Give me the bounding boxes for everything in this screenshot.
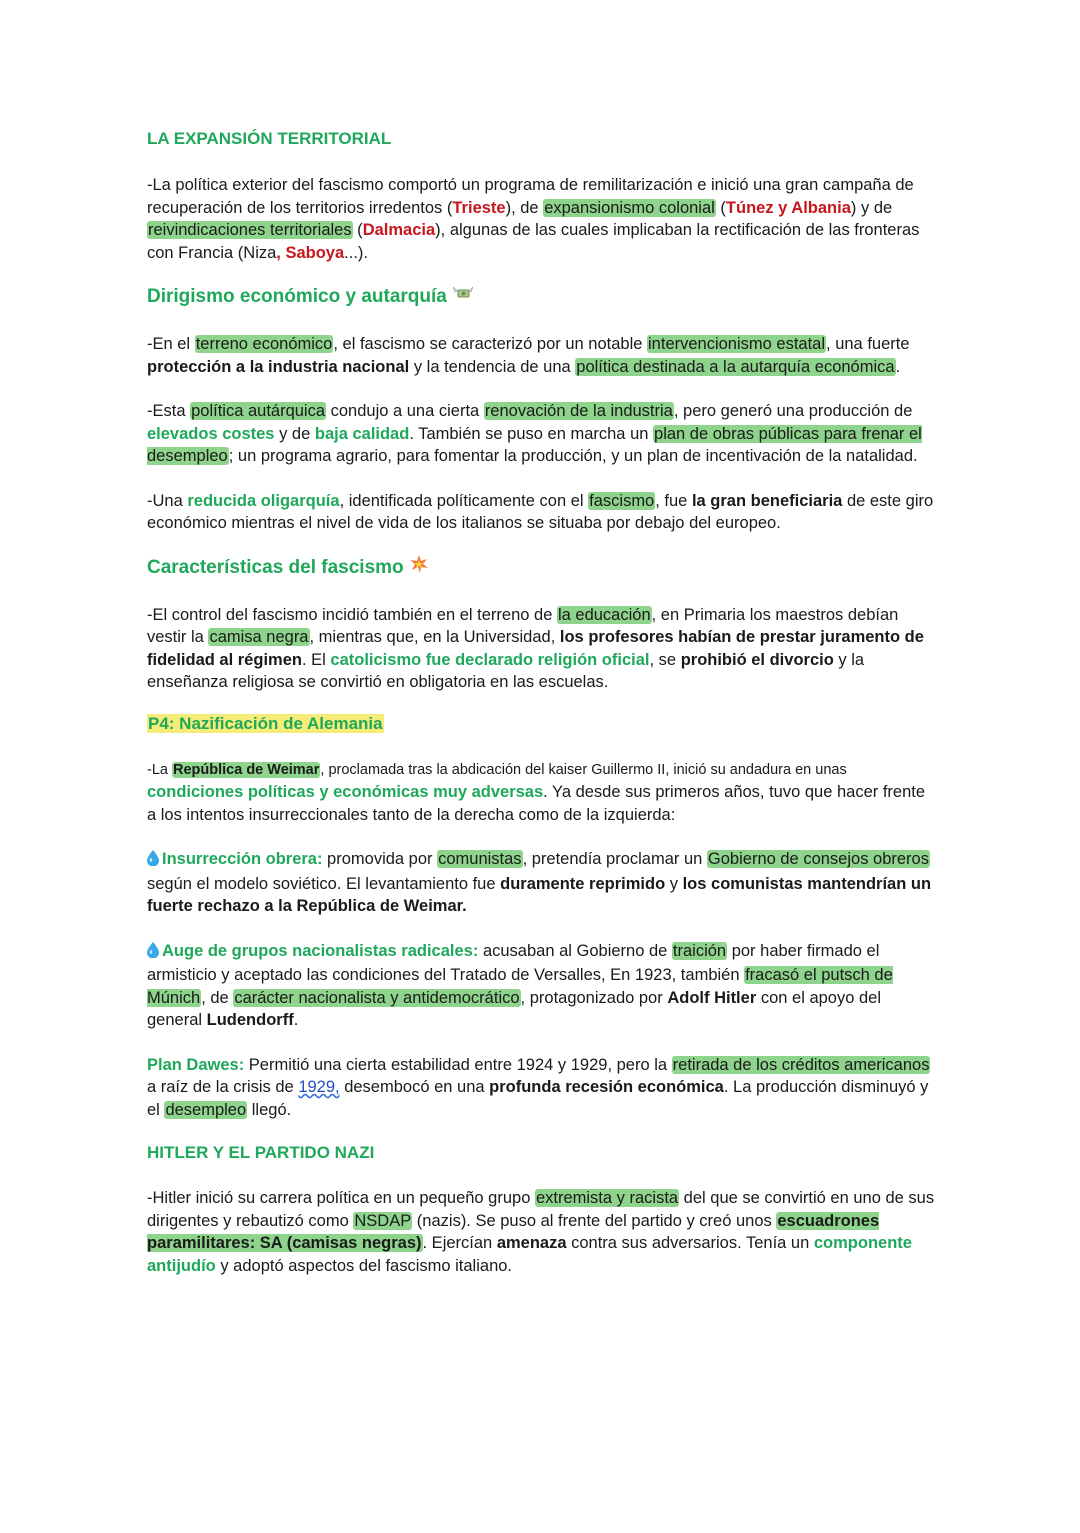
document-content <box>147 127 937 1277</box>
paragraph-insurreccion-obrera: Insurrección obrera: promovida por comunistas, pretendía proclamar un Gobierno de consejos obreros según el modelo soviético. El levantamiento fue duramente reprimido y los comunistas mantendrían un fuerte rechazo a la República de Weimar. <box>147 850 932 916</box>
paragraph-control-educacion: -El control del fascismo incidió también en el terreno de la educación, en Primaria los maestros debían vestir la camisa negra, mientras que, en la Universidad, los profesores habían de prestar juramento de fidelidad al régimen. El catolicismo fue declarado religión oficial, se prohibió el divorcio y la enseñanza religiosa se convirtió en obligatoria en las escuelas. <box>147 605 924 692</box>
paragraph-politica-exterior: -La política exterior del fascismo comportó un programa de remilitarización e inició una gran campaña de recuperación de los territorios irredentos (Trieste), de expansionismo colonial (Túnez y Albania) y de reivindicaciones territoriales (Dalmacia), algunas de las cuales implicaban la rectificación de las fronteras con Francia (Niza, Saboya...). <box>147 176 920 262</box>
collision-icon <box>410 555 428 581</box>
paragraph-terreno-economico: -En el terreno económico, el fascismo se caracterizó por un notable intervencionismo estatal, una fuerte protección a la industria nacional y la tendencia de una política destinada a la autarquía económica. <box>147 335 910 376</box>
heading-nazificacion-alemania: P4: Nazificación de Alemania <box>148 713 383 733</box>
heading-dirigismo-economico: Dirigismo económico y autarquía <box>147 284 937 310</box>
droplet-icon <box>147 942 159 965</box>
paragraph-republica-weimar: -La República de Weimar, proclamada tras la abdicación del kaiser Guillermo II, inició su andadura en unas condiciones políticas y económicas muy adversas. Ya desde sus primeros años, tuvo que hacer frente a los intentos insurreccionales tanto de la derecha como de la izquierda: <box>147 761 926 824</box>
paragraph-plan-dawes: Plan Dawes: Permitió una cierta estabilidad entre 1924 y 1929, pero la retirada de los créditos americanos a raíz de la crisis de 1929, desembocó en una profunda recesión económica. La producción disminuyó y el desempleo llegó. <box>147 1055 930 1119</box>
paragraph-grupos-nacionalistas: Auge de grupos nacionalistas radicales: acusaban al Gobierno de traición por haber firmado el armisticio y aceptado las condiciones del Tratado de Versalles, En 1923, también fracasó el putsch de Múnich, de carácter nacionalista y antidemocrático, protagonizado por Adolf Hitler con el apoyo del general Ludendorff. <box>147 941 893 1030</box>
droplet-icon <box>147 850 159 873</box>
heading-hitler-partido-nazi: HITLER Y EL PARTIDO NAZI <box>147 1143 375 1163</box>
paragraph-politica-autarquica: -Esta política autárquica condujo a una cierta renovación de la industria, pero generó una producción de elevados costes y de baja calidad. También se puso en marcha un plan de obras públicas para frenar el desempleo; un programa agrario, para fomentar la producción, y un plan de incentivación de la natalidad. <box>147 402 922 466</box>
paragraph-hitler-carrera: -Hitler inició su carrera política en un pequeño grupo extremista y racista del que se convirtió en uno de sus dirigentes y rebautizó como NSDAP (nazis). Se puso al frente del partido y creó unos escuadrones paramilitares: SA (camisas negras). Ejercían amenaza contra sus adversarios. Tenía un componente antijudío y adoptó aspectos del fascismo italiano. <box>147 1189 935 1275</box>
money-wings-icon <box>453 284 473 310</box>
paragraph-oligarquia: -Una reducida oligarquía, identificada políticamente con el fascismo, fue la gran beneficiaria de este giro económico mientras el nivel de vida de los italianos se situaba por debajo del europeo. <box>147 491 934 533</box>
heading-expansion-territorial: LA EXPANSIÓN TERRITORIAL <box>147 129 392 148</box>
heading-caracteristicas-fascismo: Características del fascismo <box>147 555 937 581</box>
